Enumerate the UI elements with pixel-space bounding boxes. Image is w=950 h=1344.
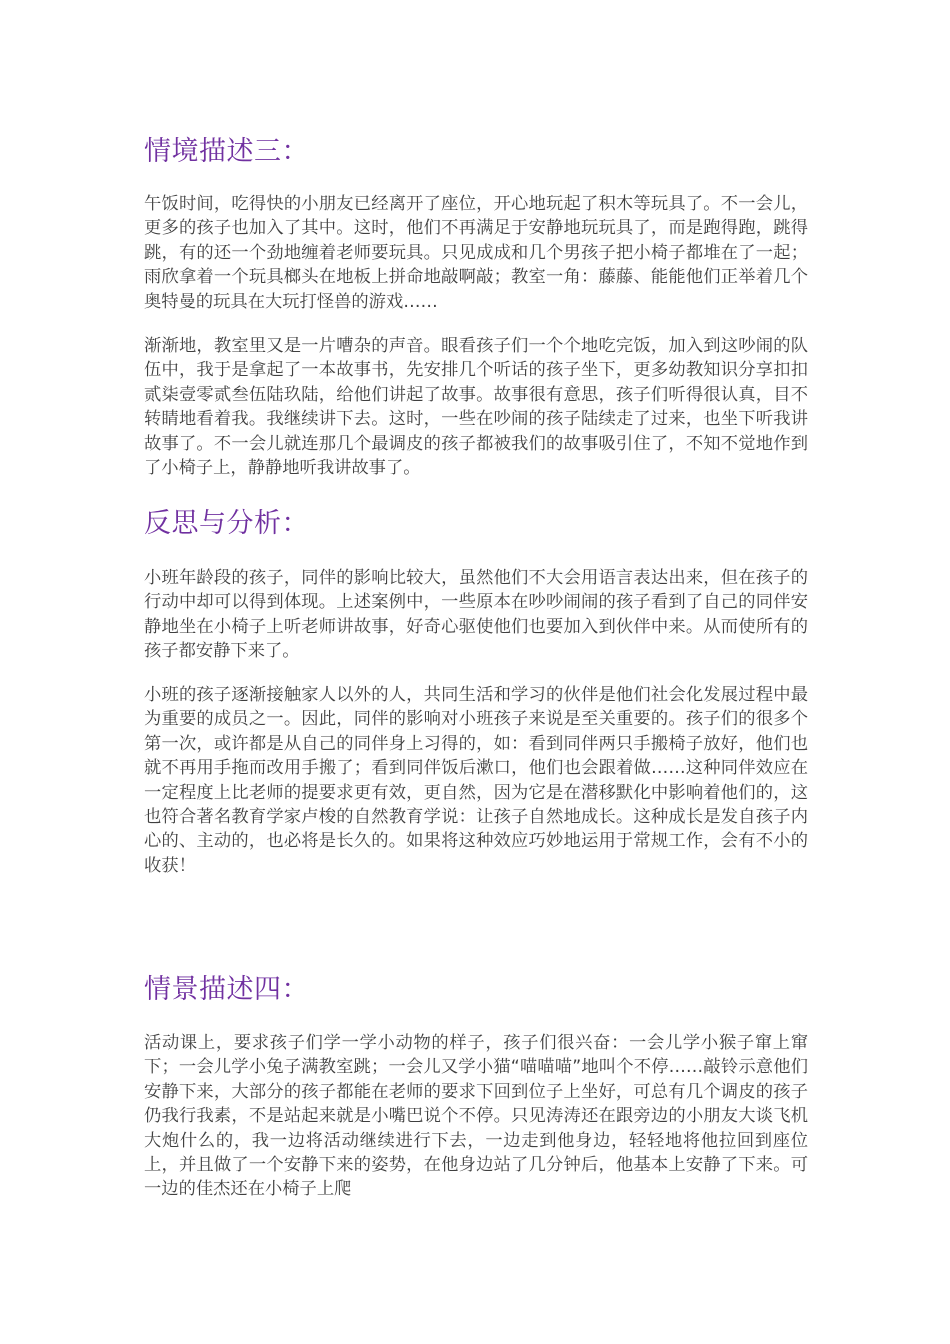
paragraph: 小班年龄段的孩子，同伴的影响比较大，虽然他们不大会用语言表达出来，但在孩子的行动中却可以得到体现。上述案例中，一些原本在吵吵闹闹的孩子看到了自己的同伴安静地坐在小椅子上听老师讲故事，好奇心驱使他们也要加入到伙伴中来。从而使所有的孩子都安静下来了。 bbox=[144, 568, 808, 662]
paragraph: 午饭时间，吃得快的小朋友已经离开了座位，开心地玩起了积木等玩具了。不一会儿，更多的孩子也加入了其中。这时，他们不再满足于安静地玩玩具了，而是跑得跑，跳得跳，有的还一个劲地缠着老师要玩具。只见成成和几个男孩子把小椅子都堆在了一起；雨欣拿着一个玩具榔头在地板上拼命地敲啊敲；教室一角：藤藤、能能他们正举着几个奥特曼的玩具在大玩打怪兽的游戏…… bbox=[144, 194, 808, 312]
paragraph: 活动课上，要求孩子们学一学小动物的样子，孩子们很兴奋：一会儿学小猴子窜上窜下；一会儿学小兔子满教室跳；一会儿又学小猫“喵喵喵”地叫个不停……敲铃示意他们安静下来，大部分的孩子都能在老师的要求下回到位子上坐好，可总有几个调皮的孩子仍我行我素，不是站起来就是小嘴巴说个不停。只见涛涛还在跟旁边的小朋友大谈飞机大炮什么的，我一边将活动继续进行下去，一边走到他身边，轻轻地将他拉回到座位上，并且做了一个安静下来的姿势，在他身边站了几分钟后，他基本上安静了下来。可一边的佳杰还在小椅子上爬 bbox=[144, 1033, 808, 1200]
section-heading-reflection: 反思与分析： bbox=[144, 508, 309, 539]
section-heading-scene4: 情景描述四： bbox=[144, 974, 309, 1005]
paragraph: 渐渐地，教室里又是一片嘈杂的声音。眼看孩子们一个个地吃完饭，加入到这吵闹的队伍中，我于是拿起了一本故事书，先安排几个听话的孩子坐下，更多幼教知识分享扣扣贰柒壹零贰叁伍陆玖陆，给他们讲起了故事。故事很有意思，孩子们听得很认真，目不转睛地看着我。我继续讲下去。这时，一些在吵闹的孩子陆续走了过来，也坐下听我讲故事了。不一会儿就连那几个最调皮的孩子都被我们的故事吸引住了，不知不觉地作到了小椅子上，静静地听我讲故事了。 bbox=[144, 336, 808, 479]
paragraph: 小班的孩子逐渐接触家人以外的人，共同生活和学习的伙伴是他们社会化发展过程中最为重要的成员之一。因此，同伴的影响对小班孩子来说是至关重要的。孩子们的很多个第一次，或许都是从自己的同伴身上习得的，如：看到同伴两只手搬椅子放好，他们也就不再用手拖而改用手搬了；看到同伴饭后漱口，他们也会跟着做……这种同伴效应在一定程度上比老师的提要求更有效，更自然，因为它是在潜移默化中影响着他们的，这也符合著名教育学家卢梭的自然教育学说：让孩子自然地成长。这种成长是发自孩子内心的、主动的，也必将是长久的。如果将这种效应巧妙地运用于常规工作，会有不小的收获！ bbox=[144, 685, 808, 876]
section-heading-scene3: 情境描述三： bbox=[144, 136, 309, 167]
